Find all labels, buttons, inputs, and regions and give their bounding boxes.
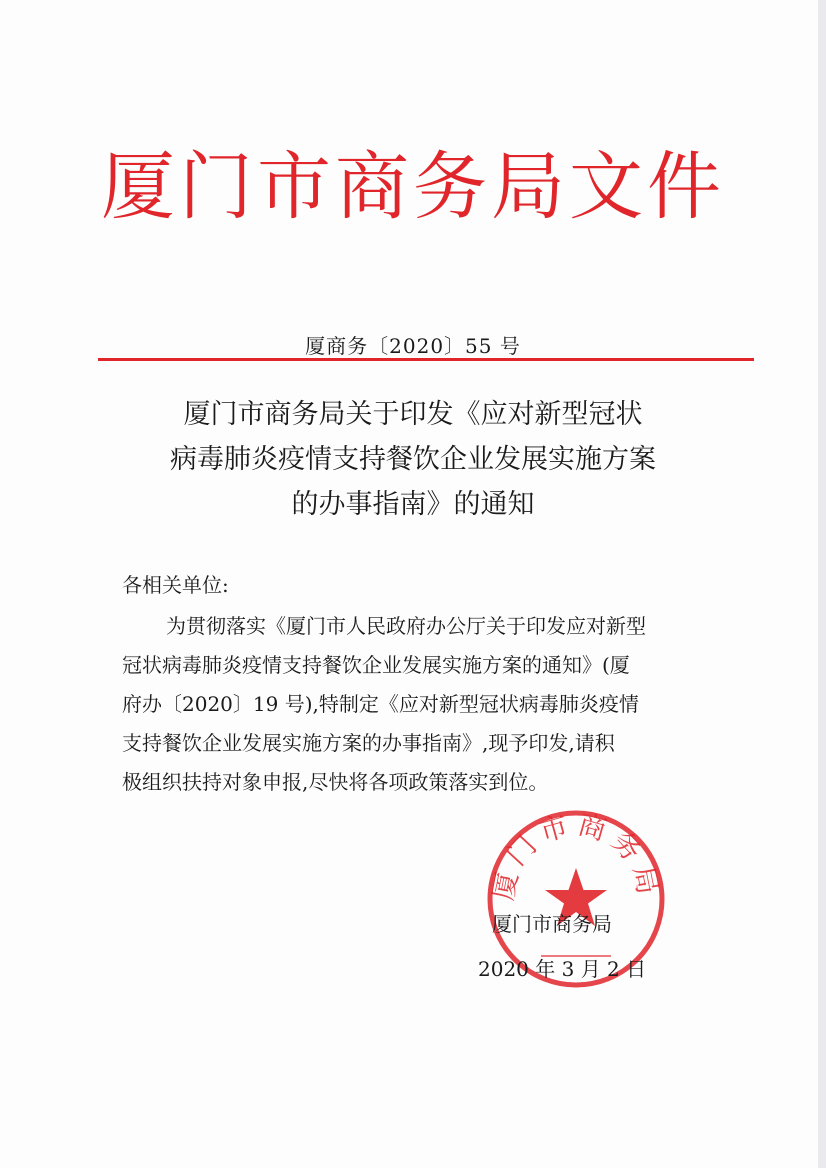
document-title (120, 392, 706, 527)
body-line: 为贯彻落实《厦门市人民政府办公厅关于印发应对新型 (166, 614, 646, 638)
scan-edge (818, 0, 826, 1168)
title-line: 厦门市商务局关于印发《应对新型冠状 (183, 399, 643, 430)
body-paragraph (122, 607, 712, 802)
body-line: 府办〔2020〕19 号),特制定《应对新型冠状病毒肺炎疫情 (122, 692, 639, 716)
document-number: 厦商务〔2020〕55 号 (305, 334, 521, 358)
title-line: 的办事指南》的通知 (291, 489, 535, 520)
title-line: 病毒肺炎疫情支持餐饮企业发展实施方案 (170, 444, 656, 475)
salutation: 各相关单位: (122, 573, 229, 597)
seal-text: 厦门市商务局 (486, 808, 666, 903)
document-masthead: 厦门市商务局文件 (101, 144, 725, 230)
red-divider-line (98, 358, 754, 361)
body-line: 极组织扶持对象申报,尽快将各项政策落实到位。 (122, 770, 549, 794)
signer-name: 厦门市商务局 (492, 912, 612, 936)
body-line: 冠状病毒肺炎疫情支持餐饮企业发展实施方案的通知》(厦 (122, 653, 630, 677)
body-line: 支持餐饮企业发展实施方案的办事指南》,现予印发,请积 (122, 731, 615, 755)
sign-date: 2020 年 3 月 2 日 (478, 957, 647, 981)
